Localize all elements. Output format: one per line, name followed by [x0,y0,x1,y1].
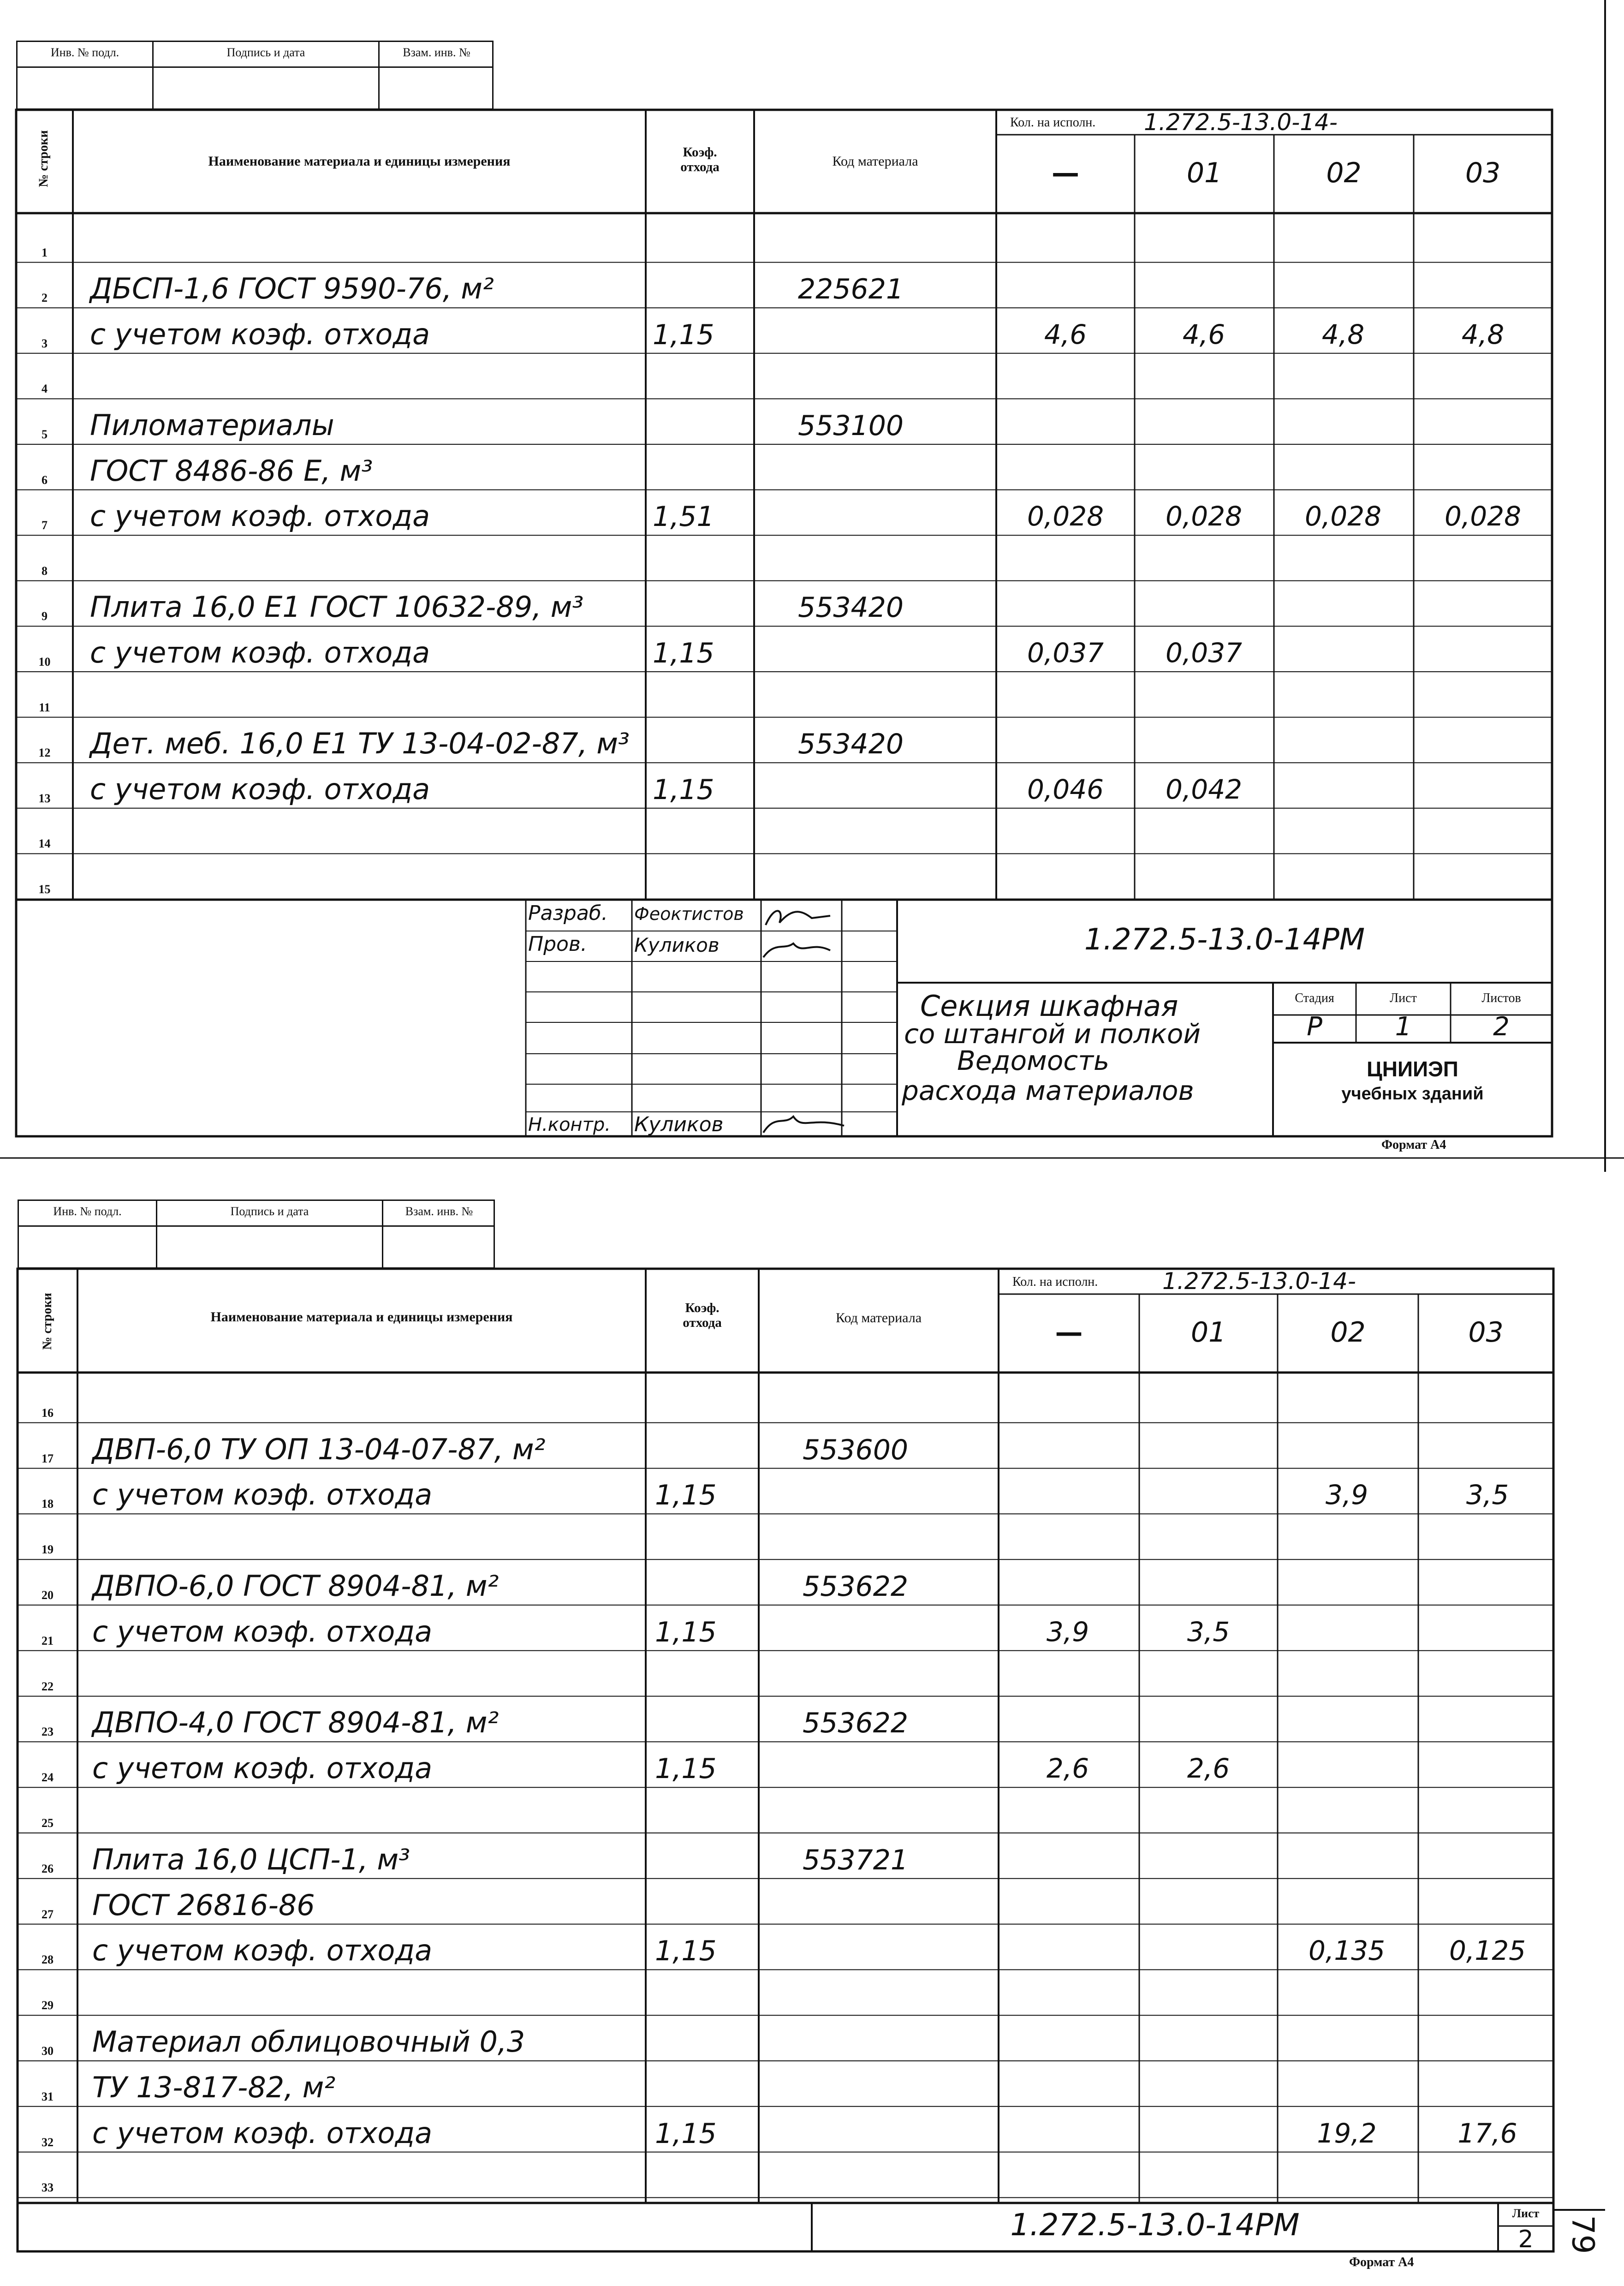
col-dash: — [1052,157,1079,189]
org-line-1: ЦНИИЭП [1367,1057,1458,1081]
code-header-2: Код материала [835,1310,922,1325]
razrab-name: Феоктистов [634,904,744,924]
title-line-1: Секция шкафная [920,989,1178,1023]
title-line-3: Ведомость [957,1045,1110,1076]
material-name: с учетом коэф. отхода [90,636,430,669]
row-number: 29 [42,1999,54,2012]
material-name: ДВП-6,0 ТУ ОП 13-04-07-87, м² [92,1432,546,1466]
qty-header-2: Кол. на исполн. [1012,1275,1098,1289]
material-name: с учетом коэф. отхода [90,772,430,806]
row-number: 16 [42,1406,54,1420]
quantity-cell: 0,037 [1027,637,1104,668]
material-name: ДВПО-4,0 ГОСТ 8904-81, м² [92,1706,499,1740]
material-code: 553600 [803,1433,909,1466]
row-number: 4 [42,382,48,396]
material-name: ГОСТ 26816-86 [92,1888,315,1922]
material-code: 225621 [798,273,904,306]
material-name: Пиломатериалы [90,408,334,442]
material-name: Дет. меб. 16,0 Е1 ТУ 13-04-02-87, м³ [90,727,630,761]
material-name: с учетом коэф. отхода [90,499,430,533]
quantity-cell: 4,8 [1321,318,1365,350]
quantity-cell: 3,5 [1187,1616,1230,1647]
material-code: 553420 [798,728,904,761]
row-number-header-2: № строки [40,1293,54,1350]
footer-sheet-label: Лист [1512,2207,1540,2220]
name-header: Наименование материала и единицы измерения [208,154,511,169]
col-01: 01 [1186,157,1222,189]
material-name: Плита 16,0 Е1 ГОСТ 10632-89, м³ [90,590,584,624]
waste-coefficient: 1,51 [653,501,714,533]
row-number: 3 [42,336,48,350]
sheets-value: 2 [1493,1012,1510,1042]
row-number: 26 [42,1862,54,1875]
material-code: 553100 [798,410,904,442]
row-number: 33 [42,2181,54,2195]
vzam-label: Взам. инв. № [380,42,494,68]
quantity-cell: 0,028 [1165,501,1243,532]
col-dash-2: — [1055,1316,1083,1349]
row-number: 20 [42,1588,54,1602]
waste-coefficient: 1,15 [655,1479,717,1512]
col-02-2: 02 [1330,1316,1366,1349]
row-number: 1 [42,245,48,259]
row-number: 31 [42,2089,54,2103]
stage-label: Стадия [1295,991,1334,1005]
sheets-label: Листов [1481,991,1521,1005]
row-number: 5 [42,428,48,441]
vzam-label-2: Взам. инв. № [383,1201,495,1227]
material-name: ТУ 13-817-82, м² [92,2070,336,2104]
row-number: 14 [38,837,51,851]
page-number: 79 [1565,2215,1601,2254]
row-number: 18 [42,1497,54,1511]
title-line-2: со штангой и полкой [904,1018,1201,1050]
waste-coefficient: 1,15 [655,1616,717,1648]
title-line-4: расхода материалов [902,1075,1194,1106]
material-name: Плита 16,0 ЦСП-1, м³ [92,1842,410,1876]
row-number: 8 [42,564,48,578]
archive-stamp-2 [18,1200,495,1269]
nkontr-label: Н.контр. [528,1114,611,1135]
material-name: ГОСТ 8486-86 Е, м³ [90,454,373,488]
row-number: 2 [42,291,48,305]
stage-value: Р [1307,1012,1322,1042]
footer-sheet-value: 2 [1518,2226,1534,2253]
sign-label-2: Подпись и дата [157,1201,383,1227]
quantity-cell: 0,135 [1308,1935,1386,1967]
nkontr-name: Куликов [634,1113,724,1136]
col-01-2: 01 [1190,1316,1226,1349]
quantity-cell: 4,6 [1044,318,1087,350]
row-number: 32 [42,2135,54,2149]
row-number: 9 [42,609,48,623]
waste-coefficient: 1,15 [653,773,714,806]
material-name: с учетом коэф. отхода [92,1478,433,1512]
waste-coefficient: 1,15 [655,1935,717,1968]
quantity-cell: 4,6 [1182,318,1225,350]
qty-doc-code: 1.272.5-13.0-14- [1144,109,1338,136]
material-name: с учетом коэф. отхода [90,317,430,351]
format-label-2: Формат А4 [1349,2255,1414,2269]
quantity-cell: 17,6 [1457,2117,1517,2149]
quantity-cell: 4,8 [1461,318,1505,350]
quantity-cell: 2,6 [1046,1753,1089,1785]
row-number-header: № строки [36,130,51,187]
row-number: 21 [42,1634,54,1647]
col-02: 02 [1326,157,1362,189]
row-number: 15 [38,883,51,896]
row-number: 13 [38,791,51,805]
inv-label-2: Инв. № подл. [19,1201,157,1227]
row-number: 27 [42,1907,54,1921]
sign-label: Подпись и дата [154,42,380,68]
coef-header: Коэф. отхода [680,145,720,174]
material-name: ДВПО-6,0 ГОСТ 8904-81, м² [92,1569,499,1603]
name-header-2: Наименование материала и единицы измерения [210,1309,513,1325]
col-03: 03 [1465,157,1501,189]
quantity-cell: 0,042 [1165,773,1243,805]
quantity-cell: 0,028 [1444,501,1522,532]
waste-coefficient: 1,15 [655,2117,717,2150]
material-name: Материал облицовочный 0,3 [92,2025,525,2059]
material-code: 553622 [803,1570,909,1603]
row-number: 11 [39,700,50,714]
col-03-2: 03 [1468,1316,1504,1349]
row-number: 6 [42,473,48,487]
waste-coefficient: 1,15 [655,1753,717,1785]
prov-label: Пров. [528,932,587,956]
qty-doc-code-2: 1.272.5-13.0-14- [1162,1268,1356,1295]
footer-doc-code: 1.272.5-13.0-14РМ [1010,2207,1300,2243]
quantity-cell: 3,5 [1466,1479,1509,1511]
waste-coefficient: 1,15 [653,318,714,351]
row-number: 28 [42,1953,54,1967]
row-number: 7 [42,519,48,532]
quantity-cell: 0,028 [1027,501,1104,532]
title-block-doc-code: 1.272.5-13.0-14РМ [1084,923,1365,957]
qty-header: Кол. на исполн. [1010,115,1096,130]
row-number: 23 [42,1725,54,1739]
org-line-2: учебных зданий [1341,1084,1484,1104]
row-number: 22 [42,1679,54,1693]
quantity-cell: 0,037 [1165,637,1243,668]
material-name: с учетом коэф. отхода [92,1934,433,1968]
row-number: 12 [38,746,51,760]
material-code: 553721 [803,1844,909,1876]
prov-name: Куликов [634,934,720,956]
material-name: с учетом коэф. отхода [92,1614,433,1648]
code-header: Код материала [832,154,918,169]
row-number: 19 [42,1543,54,1557]
waste-coefficient: 1,15 [653,637,714,669]
razrab-label: Разраб. [528,901,608,925]
quantity-cell: 19,2 [1317,2117,1377,2149]
row-number: 30 [42,2044,54,2058]
row-number: 25 [42,1816,54,1830]
quantity-cell: 3,9 [1046,1616,1089,1647]
row-number: 17 [42,1451,54,1465]
material-code: 553622 [803,1707,909,1740]
inv-label: Инв. № подл. [18,42,154,68]
sheet-label: Лист [1390,991,1417,1005]
material-name: ДБСП-1,6 ГОСТ 9590-76, м² [90,272,494,306]
quantity-cell: 0,125 [1449,1935,1526,1967]
sheet-value: 1 [1395,1012,1412,1042]
row-number: 24 [42,1771,54,1785]
quantity-cell: 3,9 [1325,1479,1368,1511]
quantity-cell: 0,046 [1027,773,1104,805]
row-number: 10 [38,655,51,668]
material-code: 553420 [798,591,904,624]
format-label-1: Формат А4 [1381,1138,1446,1152]
material-name: с учетом коэф. отхода [92,2116,433,2150]
quantity-cell: 0,028 [1304,501,1382,532]
quantity-cell: 2,6 [1187,1753,1230,1785]
material-name: с учетом коэф. отхода [92,1751,433,1785]
coef-header-2: Коэф. отхода [683,1301,722,1330]
